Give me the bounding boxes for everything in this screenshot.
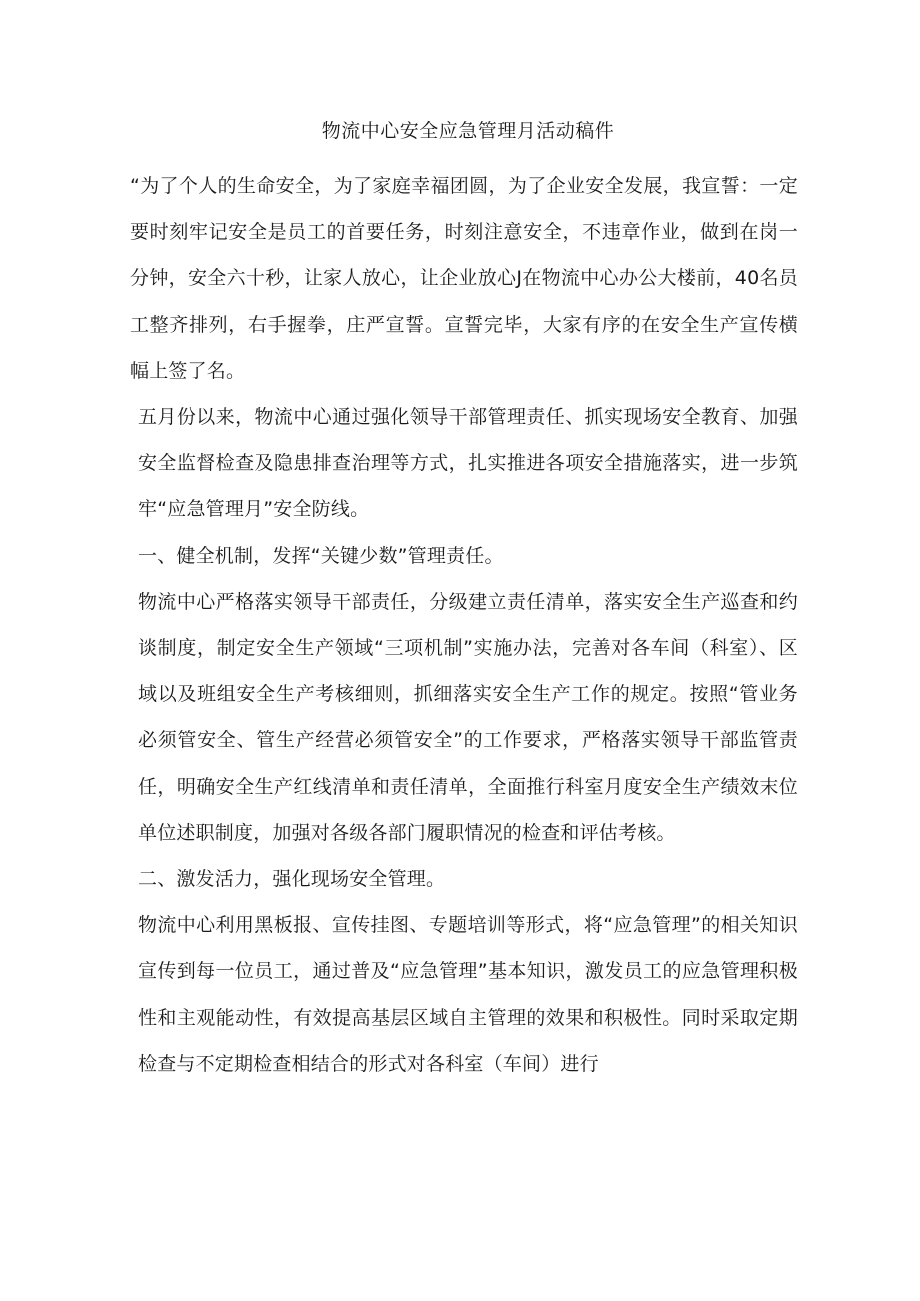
paragraph-overview: 五月份以来，物流中心通过强化领导干部管理责任、抓实现场安全教育、加强安全监督检查及隐患排查治理等方式，扎实推进各项安全措施落实，进一步筑牢“应急管理月”安全防线。 bbox=[138, 406, 798, 521]
section-heading-1: 一、健全机制，发挥“关键少数”管理责任。 bbox=[138, 544, 504, 567]
section-heading-2: 二、激发活力，强化现场安全管理。 bbox=[138, 868, 446, 891]
paragraph-oath: “为了个人的生命安全，为了家庭幸福团圆，为了企业安全发展，我宣誓：一定要时刻牢记安全是员工的首要任务，时刻注意安全，不违章作业，做到在岗一分钟，安全六十秒，让家人放心，让企业放心J在物流中心办公大楼前，40名员工整齐排列，右手握拳，庄严宣誓。宣誓完毕，大家有序的在安全生产宣传横幅上签了名。 bbox=[130, 175, 798, 382]
document-title: 物流中心安全应急管理月活动稿件 bbox=[321, 120, 615, 142]
document-body bbox=[130, 163, 798, 1087]
paragraph-mechanism: 物流中心严格落实领导干部责任，分级建立责任清单，落实安全生产巡查和约谈制度，制定安全生产领域“三项机制”实施办法，完善对各车间（科室）、区域以及班组安全生产考核细则，抓细落实安全生产工作的规定。按照“管业务必须管安全、管生产经营必须管安全”的工作要求，严格落实领导干部监管责任，明确安全生产红线清单和责任清单，全面推行科室月度安全生产绩效末位单位述职制度，加强对各级各部门履职情况的检查和评估考核。 bbox=[138, 590, 798, 844]
paragraph-onsite: 物流中心利用黑板报、宣传挂图、专题培训等形式，将“应急管理”的相关知识宣传到每一位员工，通过普及“应急管理”基本知识，激发员工的应急管理积极性和主观能动性，有效提高基层区域自主管理的效果和积极性。同时采取定期检查与不定期检查相结合的形式对各科室（车间）进行 bbox=[138, 914, 798, 1075]
